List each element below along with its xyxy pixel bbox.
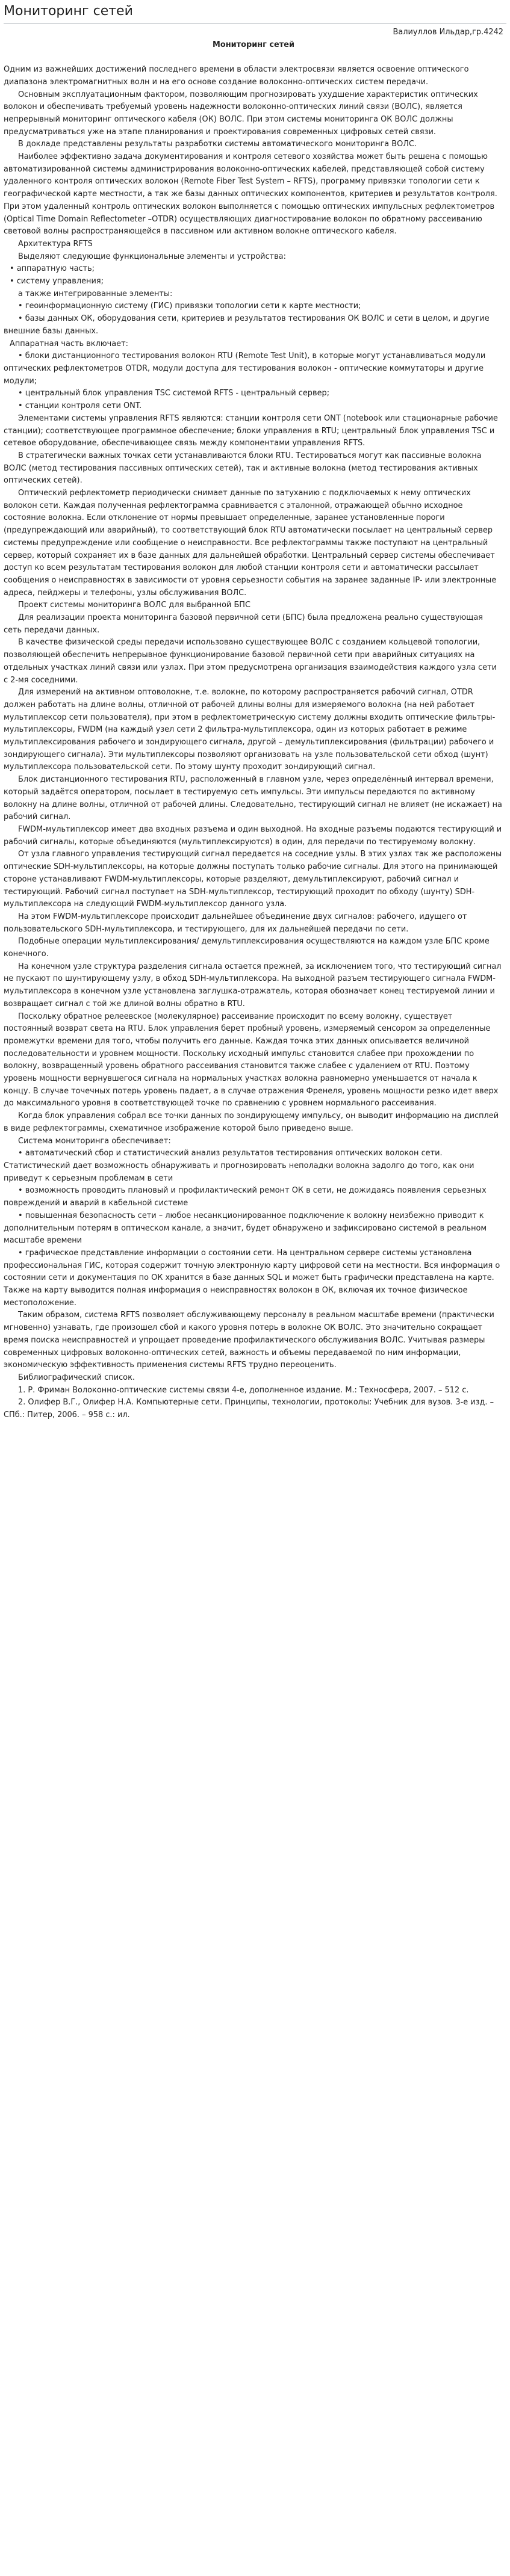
paragraph: На этом FWDM-мультиплексоре происходит дальнейшее объединение двух сигналов: рабочего, идущего от пользовательского SDH-мультиплексора, и тестирующего, для их дальнейшей передачи по сети.: [4, 912, 467, 934]
paragraph: • центральный блок управления TSC системой RFTS - центральный сервер;: [18, 389, 330, 398]
paragraph: Когда блок управления собрал все точки данных по зондирующему импульсу, он выводит информацию на дисплей в виде рефлектограммы, схематичное изображение которой было приведено выше.: [4, 1111, 499, 1133]
paragraph: • базы данных ОК, оборудования сети, критериев и результатов тестирования ОК ВОЛС и сети в целом, и другие внешние базы данных.: [4, 314, 490, 336]
paragraph: В стратегически важных точках сети устанавливаются блоки RTU. Тестироваться могут как пассивные волокна ВОЛС (метод тестирования пассивных оптических сетей), так и активные волокна (метод тестирования активных оптических сетей).: [4, 451, 482, 486]
paragraph: 2. Олифер В.Г., Олифер Н.А. Компьютерные сети. Принципы, технологии, протоколы: Учебник для вузов. 3-е изд. – СПб.: Питер, 2006. – 958 с.: ил.: [4, 1398, 494, 1420]
paragraph: Архитектура RFTS: [18, 239, 93, 249]
paragraph: а также интегрированные элементы:: [18, 289, 173, 298]
paragraph: Выделяют следующие функциональные элементы и устройства:: [18, 252, 286, 261]
paragraph: • геоинформационную систему (ГИС) привязки топологии сети к карте местности;: [18, 301, 361, 311]
paragraph: Проект системы мониторинга ВОЛС для выбранной БПС: [18, 601, 250, 610]
paragraph: Аппаратная часть включает:: [10, 339, 128, 348]
paragraph: От узла главного управления тестирующий сигнал передается на соседние узлы. В этих узлах так же расположены оптические SDH-мультиплексоры, на которые должны поступать только рабочие сигналы. Для этого на принимающей стороне устанавливают FWDM-мультиплексоры, которые разделяют, демультиплексируют, рабочий сигнал и тестирующий. Рабочий сигнал поступает на SDH-мультиплексор, тестирующий проходит по обходу (шунту) SDH-мультиплексора на следующий FWDM-мультиплексор данного узла.: [4, 850, 502, 909]
paragraph: Основным эксплуатационным фактором, позволяющим прогнозировать ухудшение характеристик оптических волокон и обеспечивать требуемый уровень надежности волоконно-оптических линий связи (ВОЛС), является непрерывный мониторинг оптического кабеля (ОК) ВОЛС. При этом системы мониторинга ОК ВОЛС должны предусматриваться уже на этапе планирования и проектирования современных цифровых сетей связи.: [4, 90, 478, 137]
paragraph: Для измерений на активном оптоволокне, т.е. волокне, по которому распространяется рабочий сигнал, OTDR должен работать на длине волны, отличной от рабочей длины волны для измеряемого волокна (на ней работает мультиплексор сети пользователя), при этом в рефлектометрическую систему должны входить оптические фильтры-мультиплексоры, FWDM (на каждый узел сети 2 фильтра-мультиплексора, один из которых работает в режиме мультиплексирования рабочего и зондирующего сигнала, другой – демультиплексирования (фильтрации) рабочего и зондирующего сигнала). Эти мультиплексоры позволяют организовать на узле пользовательской сети обход (шунт) мультиплексора пользовательской сети. По этому шунту проходит зондирующий сигнал.: [4, 688, 496, 772]
paragraph: Одним из важнейших достижений последнего времени в области электросвязи является освоение оптического диапазона электромагнитных волн и на его основе создание волоконно-оптических систем передачи.: [4, 65, 469, 87]
paragraph: Блок дистанционного тестирования RTU, расположенный в главном узле, через определённый интервал времени, который задаётся оператором, посылает в тестируемую сеть импульсы. Эти импульсы передаются по активному волокну на длине волны, отличной от рабочей длины. Следовательно, тестирующий сигнал не влияет (не искажает) на рабочий сигнал.: [4, 775, 502, 822]
paragraph: В качестве физической среды передачи использовано существующее ВОЛС с созданием кольцевой топологии, позволяющей обеспечить непрерывное функционирование базовой первичной сети при аварийных ситуациях на отдельных участках линий связи или узлах. При этом предусмотрена организация взаимодействия каждого узла сети с 2-мя соседними.: [4, 638, 497, 685]
paragraph: Поскольку обратное релеевское (молекулярное) рассеивание происходит по всему волокну, существует постоянный возврат света на RTU. Блок управления берет пробный уровень, измеряемый сенсором за определенные промежутки времени для того, чтобы получить его данные. Каждая точка этих данных описывается величиной последовательности и уровнем мощности. Поскольку исходный импульс становится слабее при прохождении по волокну, возвращенный уровень обратного рассеивания становится также слабее с удалением от RTU. Поэтому уровень мощности вернувшегося сигнала на нормальных участках волокна равномерно уменьшается от начала к концу. В случае точечных потерь уровень падает, а в случае отражения Френеля, уровень мощности резко идет вверх до максимального уровня в соответствующей точке по сравнению с уровнем нормального рассеивания.: [4, 1012, 499, 1108]
author-line: Валиуллов Ильдар,гр.4242: [393, 28, 503, 37]
paragraph: FWDM-мультиплексор имеет два входных разъема и один выходной. На входные разъемы подаются тестирующий и рабочий сигналы, которые объединяются (мультиплексируются) в один, для передачи по тестируемому волокну.: [4, 825, 502, 847]
paragraph: Система мониторинга обеспечивает:: [18, 1136, 171, 1146]
paragraph: • блоки дистанционного тестирования волокон RTU (Remote Test Unit), в которые могут устанавливаться модули оптических рефлектометров OTDR, модули доступа для тестирования волокон - оптические коммутаторы и другие модули;: [4, 351, 486, 386]
paragraph-spacer: [4, 51, 503, 64]
paragraph: • станции контроля сети ONT.: [18, 401, 142, 411]
paragraph: Оптический рефлектометр периодически снимает данные по затуханию с подключаемых к нему оптических волокон сети. Каждая полученная рефлектограмма сравнивается с эталонной, отражающей обычно исходное состояние волокна. Если отклонение от нормы превышает определенные, заранее установленные пороги (предупреждающий или аварийный), то соответствующий блок RTU автоматически посылает на центральный сервер системы предупреждение или сообщение о неисправности. Все рефлектограммы также поступают на центральный сервер, который сохраняет их в базе данных для дальнейшей обработки. Центральный сервер системы обеспечивает доступ ко всем результатам тестирования волокон для любой станции контроля сети и автоматически рассылает сообщения о неисправностях в зависимости от уровня серьезности события на заранее заданные IP- или электронные адреса, пейджеры и телефоны, узлы обслуживания ВОЛС.: [4, 489, 497, 598]
paragraph: 1. Р. Фриман Волоконно-оптические системы связи 4-е, дополненное издание. М.: Техносфера, 2007. – 512 с.: [18, 1385, 469, 1395]
paragraph: Наиболее эффективно задача документирования и контроля сетевого хозяйства может быть решена с помощью автоматизированной системы администрирования волоконно-оптических кабелей, представляющей собой систему удаленного контроля оптических волокон (Remote Fiber Test System – RFTS), программу привязки топологии сети к географической карте местности, а так же базы данных оптических компонентов, критериев и результатов контроля. При этом удаленный контроль оптических волокон выполняется с помощью оптических импульсных рефлектометров (Optical Time Domain Reflectometer –OTDR) осуществляющих диагностирование волокон по обратному рассеиванию световой волны распространяющейся в пассивном или активном волокне оптического кабеля.: [4, 152, 497, 236]
article-text: [4, 51, 503, 1421]
article-body: [4, 26, 503, 1422]
paragraph: В докладе представлены результаты разработки системы автоматического мониторинга ВОЛС.: [18, 140, 417, 149]
paragraph: • графическое представление информации о состоянии сети. На центральном сервере системы установлена профессиональная ГИС, которая содержит точную электронную карту цифровой сети на местности. Вся информация о состоянии сети и документация по ОК хранится в базе данных SQL и может быть графически представлена на карте. Также на карту выводится полная информация о неисправностях волокон в ОК, включая их точное физическое местоположение.: [4, 1248, 500, 1308]
paragraph: • систему управления;: [10, 277, 104, 286]
paragraph: • автоматический сбор и статистический анализ результатов тестирования оптических волокон сети. Статистический дает возможность обнаруживать и прогнозировать неполадки волокна задолго до того, как они приведут к серьезным проблемам в сети: [4, 1149, 474, 1183]
article-heading: Мониторинг сетей: [213, 40, 294, 49]
paragraph: • возможность проводить плановый и профилактический ремонт ОК в сети, не дожидаясь появления серьезных повреждений и аварий в кабельной системе: [4, 1186, 487, 1208]
paragraph: Библиографический список.: [18, 1373, 135, 1382]
paragraph: Подобные операции мультиплексирования/ демультиплексирования осуществляются на каждом узле БПС кроме конечного.: [4, 937, 490, 959]
paragraph: Для реализации проекта мониторинга базовой первичной сети (БПС) была предложена реально существующая сеть передачи данных.: [4, 613, 484, 635]
paragraph: Элементами системы управления RFTS являются: станции контроля сети ONT (notebook или стационарные рабочие станции); соответствующее программное обеспечение; блоки управления в RTU; центральный блок управления TSC и сетевое оборудование, обеспечивающее связь между компонентами управления RFTS.: [4, 413, 498, 448]
paragraph: • повышенная безопасность сети – любое несанкционированное подключение к волокну неизбежно приводит к дополнительным потерям в оптическом канале, а значит, будет обнаружено и зафиксировано системой в реальном масштабе времени: [4, 1211, 487, 1246]
paragraph: На конечном узле структура разделения сигнала остается прежней, за исключением того, что тестирующий сигнал не пускают по шунтирующему узлу, в обход SDH-мультиплексора. На выходной разъем тестирующего сигнала FWDM-мультиплексора в конечном узле установлена заглушка-отражатель, которая обозначает конец тестируемой линии и возвращает сигнал с той же длиной волны обратно в RTU.: [4, 962, 502, 1008]
paragraph: • аппаратную часть;: [10, 264, 95, 274]
page-title: Мониторинг сетей: [4, 4, 133, 19]
paragraph: Таким образом, система RFTS позволяет обслуживающему персоналу в реальном масштабе времени (практически мгновенно) узнавать, где произошел сбой и какого уровня потерь в волокне ОК ВОЛС. Это значительно сокращает время поиска неисправностей и упрощает проведение профилактического обслуживания ВОЛС. Учитывая размеры современных цифровых волоконно-оптических сетей, важность и объемы передаваемой по ним информации, экономическую эффективность применения системы RFTS трудно переоценить.: [4, 1311, 494, 1370]
